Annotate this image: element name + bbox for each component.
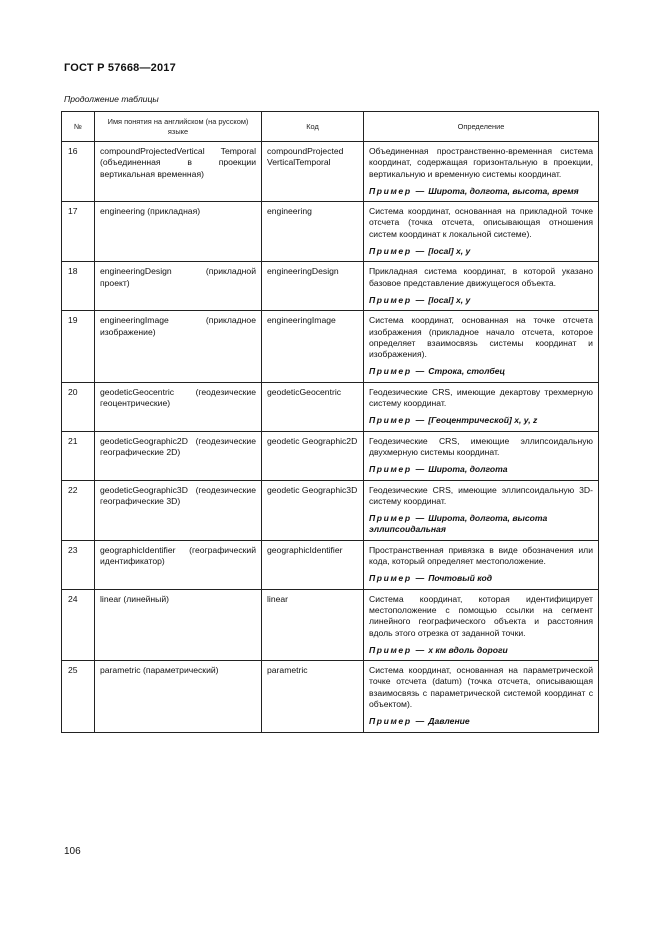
row-number: 22 [62, 480, 95, 540]
table-row [62, 540, 599, 589]
term-name: geodeticGeographic3D (геодезические географические 3D) [95, 480, 262, 540]
table-row [62, 311, 599, 382]
term-name: compoundProjectedVertical Temporal (объединенная в проекции вертикальная временная) [95, 142, 262, 202]
term-code: geodetic Geographic2D [262, 431, 364, 480]
table-continuation-caption: Продолжение таблицы [64, 94, 159, 104]
column-header-name: Имя понятия на английском (на русском) языке [95, 112, 262, 142]
example-line [369, 716, 593, 727]
row-number: 19 [62, 311, 95, 382]
example-text: Давление [428, 716, 470, 727]
definition-text: Система координат, основанная на параметрической точке отсчета (datum) (точка отсчета, описывающая взаимосвязь с параметрической системой координат с объектом). [369, 665, 593, 709]
term-definition-cell [364, 142, 599, 202]
example-label: Пример — [369, 415, 426, 426]
column-header-number: № [62, 112, 95, 142]
table-row [62, 382, 599, 431]
example-text: Широта, долгота [428, 464, 508, 475]
term-code: parametric [262, 661, 364, 732]
term-code: engineeringImage [262, 311, 364, 382]
example-label: Пример — [369, 185, 426, 196]
document-header: ГОСТ Р 57668—2017 [64, 62, 176, 74]
table-row [62, 431, 599, 480]
page-number: 106 [64, 846, 81, 857]
example-line [369, 246, 593, 257]
example-label: Пример — [369, 464, 426, 475]
term-name: engineering (прикладная) [95, 202, 262, 262]
example-line [369, 186, 593, 197]
term-code: geodetic Geographic3D [262, 480, 364, 540]
term-code: compoundProjected VerticalTemporal [262, 142, 364, 202]
term-definition-cell [364, 202, 599, 262]
example-label: Пример — [369, 366, 426, 377]
column-header-definition: Определение [364, 112, 599, 142]
term-definition-cell [364, 431, 599, 480]
example-line [369, 366, 593, 377]
example-label: Пример — [369, 573, 426, 584]
terms-table [61, 111, 599, 733]
example-label: Пример — [369, 294, 426, 305]
term-definition-cell [364, 311, 599, 382]
table-row [62, 661, 599, 732]
definition-text: Система координат, основанная на точке отсчета изображения (прикладное начало отсчета, которое определяет взаимосвязь системы координат и изображения). [369, 315, 593, 360]
term-name: geodeticGeocentric (геодезические геоцентрические) [95, 382, 262, 431]
term-name: parametric (параметрический) [95, 661, 262, 732]
row-number: 21 [62, 431, 95, 480]
term-name: linear (линейный) [95, 589, 262, 660]
row-number: 25 [62, 661, 95, 732]
example-line [369, 295, 593, 306]
row-number: 24 [62, 589, 95, 660]
row-number: 20 [62, 382, 95, 431]
example-line [369, 464, 593, 475]
term-definition-cell [364, 589, 599, 660]
term-definition-cell [364, 540, 599, 589]
table-row [62, 589, 599, 660]
term-definition-cell [364, 382, 599, 431]
example-line [369, 513, 593, 536]
term-code: linear [262, 589, 364, 660]
table-row [62, 202, 599, 262]
table-row [62, 262, 599, 311]
example-label: Пример — [369, 246, 426, 257]
term-code: geographicIdentifier [262, 540, 364, 589]
term-code: engineering [262, 202, 364, 262]
table-row [62, 142, 599, 202]
example-line [369, 645, 593, 656]
example-label: Пример — [369, 716, 426, 727]
example-label: Пример — [369, 644, 426, 655]
definition-text: Геодезические CRS, имеющие эллипсоидальную двухмерную системы координат. [369, 435, 593, 457]
row-number: 17 [62, 202, 95, 262]
table-header-row [62, 112, 599, 142]
example-text: [local] x, y [428, 246, 471, 257]
definition-text: Геодезические CRS, имеющие декартову трехмерную систему координат. [369, 386, 593, 409]
example-text: Строка, столбец [428, 366, 506, 377]
term-code: engineeringDesign [262, 262, 364, 311]
term-definition-cell [364, 661, 599, 732]
term-definition-cell [364, 480, 599, 540]
definition-text: Система координат, которая идентифицирует местоположение с помощью ссылки на сегмент линейного географического объекта и расстояния вдоль этого отрезка от заданной точки. [369, 593, 593, 638]
row-number: 18 [62, 262, 95, 311]
example-label: Пример — [369, 513, 426, 524]
definition-text: Система координат, основанная на прикладной точке отсчета (точка отсчета, описывающая отношения систем координат к локальной системе). [369, 206, 593, 239]
term-name: geographicIdentifier (географический идентификатор) [95, 540, 262, 589]
example-text: [Геоцентрической] x, y, z [428, 415, 538, 426]
definition-text: Геодезические CRS, имеющие эллипсоидальную 3D-систему координат. [369, 484, 593, 506]
example-line [369, 415, 593, 426]
definition-text: Объединенная пространственно-временная система координат, содержащая горизонтальную в проекции, вертикальную и временную системы координат. [369, 146, 593, 179]
example-line [369, 573, 593, 584]
term-definition-cell [364, 262, 599, 311]
column-header-code: Код [262, 112, 364, 142]
example-text: Почтовый код [428, 573, 493, 584]
row-number: 23 [62, 540, 95, 589]
term-name: engineeringImage (прикладное изображение) [95, 311, 262, 382]
definition-text: Прикладная система координат, в которой указано базовое представление движущегося объекта. [369, 266, 593, 288]
term-name: geodeticGeographic2D (геодезические географические 2D) [95, 431, 262, 480]
example-text: x км вдоль дороги [428, 644, 508, 655]
term-code: geodeticGeocentric [262, 382, 364, 431]
example-text: Широта, долгота, высота, время [428, 185, 579, 196]
example-text: Широта, долгота, высота эллипсоидальная [369, 513, 548, 535]
row-number: 16 [62, 142, 95, 202]
term-name: engineeringDesign (прикладной проект) [95, 262, 262, 311]
definition-text: Пространственная привязка в виде обозначения или кода, который определяет местоположение. [369, 544, 593, 567]
table-row [62, 480, 599, 540]
example-text: [local] x, y [428, 294, 471, 305]
